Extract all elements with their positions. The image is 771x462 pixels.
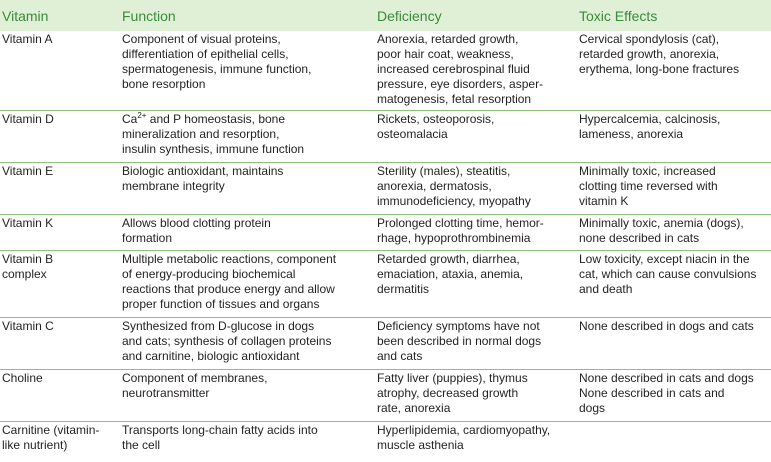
charge-superscript: 2+ — [137, 111, 147, 120]
cell-function: Transports long-chain fatty acids into the cell — [122, 423, 318, 452]
cell-function — [118, 111, 371, 163]
table-row — [0, 422, 771, 458]
cell-toxic: None described in cats and dogs None described in cats and dogs — [579, 371, 754, 415]
cell-deficiency: Rickets, osteoporosis, osteomalacia — [377, 112, 495, 141]
cell-toxic: Cervical spondylosis (cat), retarded growth, anorexia, erythema, long-bone fractures — [579, 32, 740, 76]
table-row — [0, 318, 771, 370]
table-row — [0, 215, 771, 251]
cell-vitamin: Vitamin E — [2, 164, 54, 178]
cell-deficiency: Retarded growth, diarrhea, emaciation, ataxia, anemia, dermatitis — [377, 252, 524, 296]
table-row — [0, 111, 771, 163]
table-row — [0, 31, 771, 111]
cell-vitamin: Vitamin C — [2, 319, 54, 333]
cell-toxic: Minimally toxic, anemia (dogs), none described in cats — [579, 216, 744, 245]
cell-vitamin: Vitamin K — [2, 216, 54, 230]
cell-vitamin: Vitamin A — [2, 32, 53, 46]
cell-toxic — [571, 422, 771, 458]
cell-toxic: Hypercalcemia, calcinosis, lameness, anorexia — [579, 112, 721, 141]
cell-vitamin: Choline — [2, 371, 43, 385]
cell-deficiency: Hyperlipidemia, cardiomyopathy, muscle asthenia — [377, 423, 551, 452]
cell-toxic: Minimally toxic, increased clotting time reversed with vitamin K — [579, 164, 718, 208]
cell-function: Allows blood clotting protein formation — [122, 216, 271, 245]
table-row — [0, 370, 771, 422]
cell-function: Component of visual proteins, differentiation of epithelial cells, spermatogenesis, immune function, bone resorption — [122, 32, 312, 91]
cell-vitamin: Carnitine (vitamin- like nutrient) — [2, 423, 100, 452]
cell-toxic: Low toxicity, except niacin in the cat, which can cause convulsions and death — [579, 252, 757, 296]
cell-deficiency: Anorexia, retarded growth, poor hair coat, weakness, increased cerebrospinal fluid pressure, eye disorders, asper- matogenesis, fetal resorption — [377, 32, 544, 106]
header-toxic-effects: Toxic Effects — [579, 7, 658, 24]
header-vitamin: Vitamin — [2, 7, 49, 24]
header-function: Function — [122, 7, 176, 24]
header-deficiency: Deficiency — [377, 7, 442, 24]
header-row — [0, 0, 771, 31]
cell-deficiency: Fatty liver (puppies), thymus atrophy, decreased growth rate, anorexia — [377, 371, 528, 415]
cell-function: Component of membranes, neurotransmitter — [122, 371, 268, 400]
cell-vitamin: Vitamin B complex — [2, 252, 54, 281]
cell-deficiency: Sterility (males), steatitis, anorexia, dermatosis, immunodeficiency, myopathy — [377, 164, 531, 208]
cell-deficiency: Deficiency symptoms have not been described in normal dogs and cats — [377, 319, 542, 363]
cell-function: Synthesized from D-glucose in dogs and cats; synthesis of collagen proteins and carnitine, biologic antioxidant — [122, 319, 332, 363]
table-row — [0, 163, 771, 215]
cell-toxic: None described in dogs and cats — [579, 319, 754, 333]
function-rest-text: and P homeostasis, bone mineralization and resorption, insulin synthesis, immune function — [122, 112, 305, 156]
cell-vitamin: Vitamin D — [2, 112, 54, 126]
cell-function: Multiple metabolic reactions, component of energy-producing biochemical reactions that produce energy and allow proper function of tissues and organs — [122, 252, 337, 311]
cell-function: Biologic antioxidant, maintains membrane integrity — [122, 164, 284, 193]
table-row — [0, 251, 771, 318]
calcium-text: Ca — [122, 112, 138, 126]
cell-deficiency: Prolonged clotting time, hemor- rhage, hypoprothrombinemia — [377, 216, 544, 245]
